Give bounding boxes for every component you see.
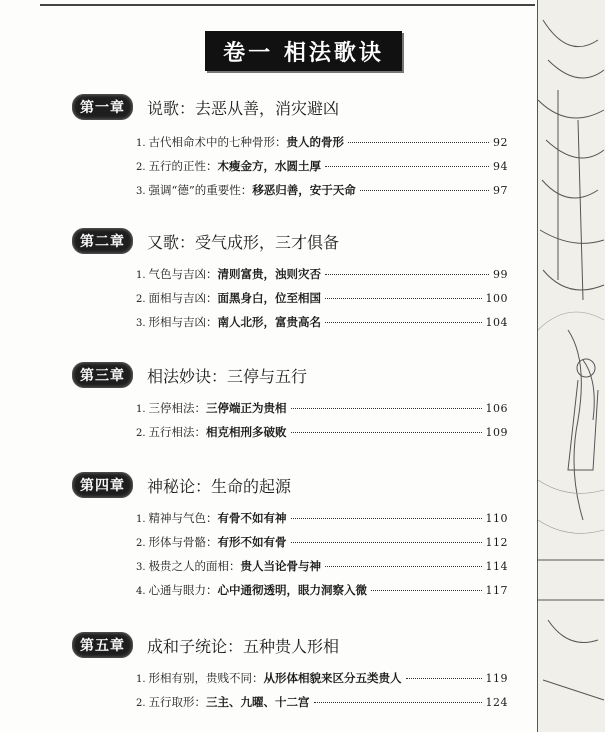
entry-text: 五行的正性： (148, 159, 218, 173)
leader-dots (325, 274, 489, 275)
toc-entry[interactable] (136, 558, 508, 582)
toc-entry[interactable] (136, 400, 508, 424)
entry-text: 心通与眼力： (148, 583, 218, 597)
chapter-1 (72, 94, 532, 206)
leader-dots (291, 542, 482, 543)
page-number: 124 (485, 696, 508, 709)
entry-quote: 贵人的骨形 (286, 135, 345, 149)
chapter-title: 又歌：受气成形，三才俱备 (147, 232, 340, 252)
chapter-5 (72, 632, 532, 718)
toc-entry[interactable] (136, 158, 508, 182)
entry-number: 4. (136, 586, 146, 597)
page-number: 106 (485, 402, 508, 415)
page-number: 109 (485, 426, 508, 439)
entry-number: 2. (136, 428, 146, 439)
page-number: 99 (493, 268, 508, 281)
entry-text: 气色与吉凶： (148, 267, 218, 281)
page-number: 117 (485, 584, 508, 597)
chapter-2 (72, 228, 532, 338)
leader-dots (291, 432, 482, 433)
toc-entry[interactable] (136, 582, 508, 606)
page-number: 92 (493, 136, 508, 149)
entry-text: 三停相法： (148, 401, 207, 415)
chapter-4 (72, 472, 532, 606)
page-number: 100 (485, 292, 508, 305)
entry-number: 3. (136, 562, 146, 573)
leader-dots (371, 590, 481, 591)
toc-entry[interactable] (136, 534, 508, 558)
entry-number: 2. (136, 538, 146, 549)
volume-title: 卷一 相法歌诀 (205, 31, 402, 71)
chapter-title: 说歌：去恶从善，消灾避凶 (147, 98, 340, 118)
entry-quote: 三主、九曜、十二宫 (206, 695, 310, 709)
entry-number: 1. (136, 270, 146, 281)
entry-number: 1. (136, 514, 146, 525)
entry-text: 形相有别，贵贱不同： (148, 671, 264, 685)
entry-text: 五行相法： (148, 425, 207, 439)
leader-dots (291, 518, 482, 519)
entry-quote: 有骨不如有神 (217, 511, 287, 525)
entry-text: 面相与吉凶： (148, 291, 218, 305)
entry-text: 形体与骨骼： (148, 535, 218, 549)
leader-dots (325, 166, 489, 167)
entry-number: 2. (136, 162, 146, 173)
page-number: 97 (493, 184, 508, 197)
leader-dots (348, 142, 489, 143)
side-illustration (537, 0, 605, 732)
page-number: 112 (485, 536, 508, 549)
toc-entry[interactable] (136, 424, 508, 448)
entry-quote: 三停端正为贵相 (206, 401, 287, 415)
page-number: 114 (485, 560, 508, 573)
toc-entry[interactable] (136, 694, 508, 718)
top-rule (40, 4, 535, 6)
entry-text: 古代相命术中的七种骨形： (148, 135, 287, 149)
entry-quote: 有形不如有骨 (217, 535, 287, 549)
toc-entry[interactable] (136, 670, 508, 694)
page-number: 94 (493, 160, 508, 173)
toc-entry[interactable] (136, 314, 508, 338)
chapter-badge: 第二章 (72, 228, 133, 254)
chapter-badge: 第四章 (72, 472, 133, 498)
chapter-title: 相法妙诀：三停与五行 (147, 366, 308, 386)
chapter-badge: 第三章 (72, 362, 133, 388)
entry-number: 1. (136, 674, 146, 685)
leader-dots (325, 322, 481, 323)
entry-number: 2. (136, 698, 146, 709)
entry-text: 形相与吉凶： (148, 315, 218, 329)
entry-number: 3. (136, 318, 146, 329)
chapter-badge: 第五章 (72, 632, 133, 658)
leader-dots (325, 566, 481, 567)
leader-dots (406, 678, 482, 679)
page-number: 110 (485, 512, 508, 525)
entry-text: 五行取形： (148, 695, 207, 709)
page-number: 119 (485, 672, 508, 685)
toc-entry[interactable] (136, 134, 508, 158)
entry-text: 极贵之人的面相： (148, 559, 241, 573)
entry-quote: 从形体相貌来区分五类贵人 (263, 671, 402, 685)
chapter-badge: 第一章 (72, 94, 133, 120)
entry-quote: 贵人当论骨与神 (240, 559, 322, 573)
leader-dots (314, 702, 482, 703)
entry-quote: 南人北形，富贵高名 (217, 315, 322, 329)
chapter-title: 神秘论：生命的起源 (147, 476, 292, 496)
leader-dots (360, 190, 489, 191)
entry-quote: 相克相刑多破败 (206, 425, 287, 439)
entry-quote: 面黑身白，位至相国 (217, 291, 322, 305)
entry-number: 1. (136, 404, 146, 415)
page-number: 104 (485, 316, 508, 329)
toc-entry[interactable] (136, 290, 508, 314)
leader-dots (325, 298, 481, 299)
entry-number: 1. (136, 138, 146, 149)
toc-entry[interactable] (136, 266, 508, 290)
toc-entry[interactable] (136, 182, 508, 206)
chapter-3 (72, 362, 532, 448)
entry-quote: 木瘦金方，水圆土厚 (217, 159, 322, 173)
entry-quote: 清则富贵，浊则灾否 (217, 267, 322, 281)
entry-text: 强调“德”的重要性： (148, 183, 253, 197)
entry-quote: 心中通彻透明，眼力洞察入微 (217, 583, 368, 597)
entry-text: 精神与气色： (148, 511, 218, 525)
entry-quote: 移恶归善，安于天命 (252, 183, 356, 197)
entry-number: 2. (136, 294, 146, 305)
ink-drawing-icon (538, 0, 605, 732)
chapter-title: 成和子统论：五种贵人形相 (147, 636, 340, 656)
leader-dots (291, 408, 482, 409)
entry-number: 3. (136, 186, 146, 197)
toc-entry[interactable] (136, 510, 508, 534)
